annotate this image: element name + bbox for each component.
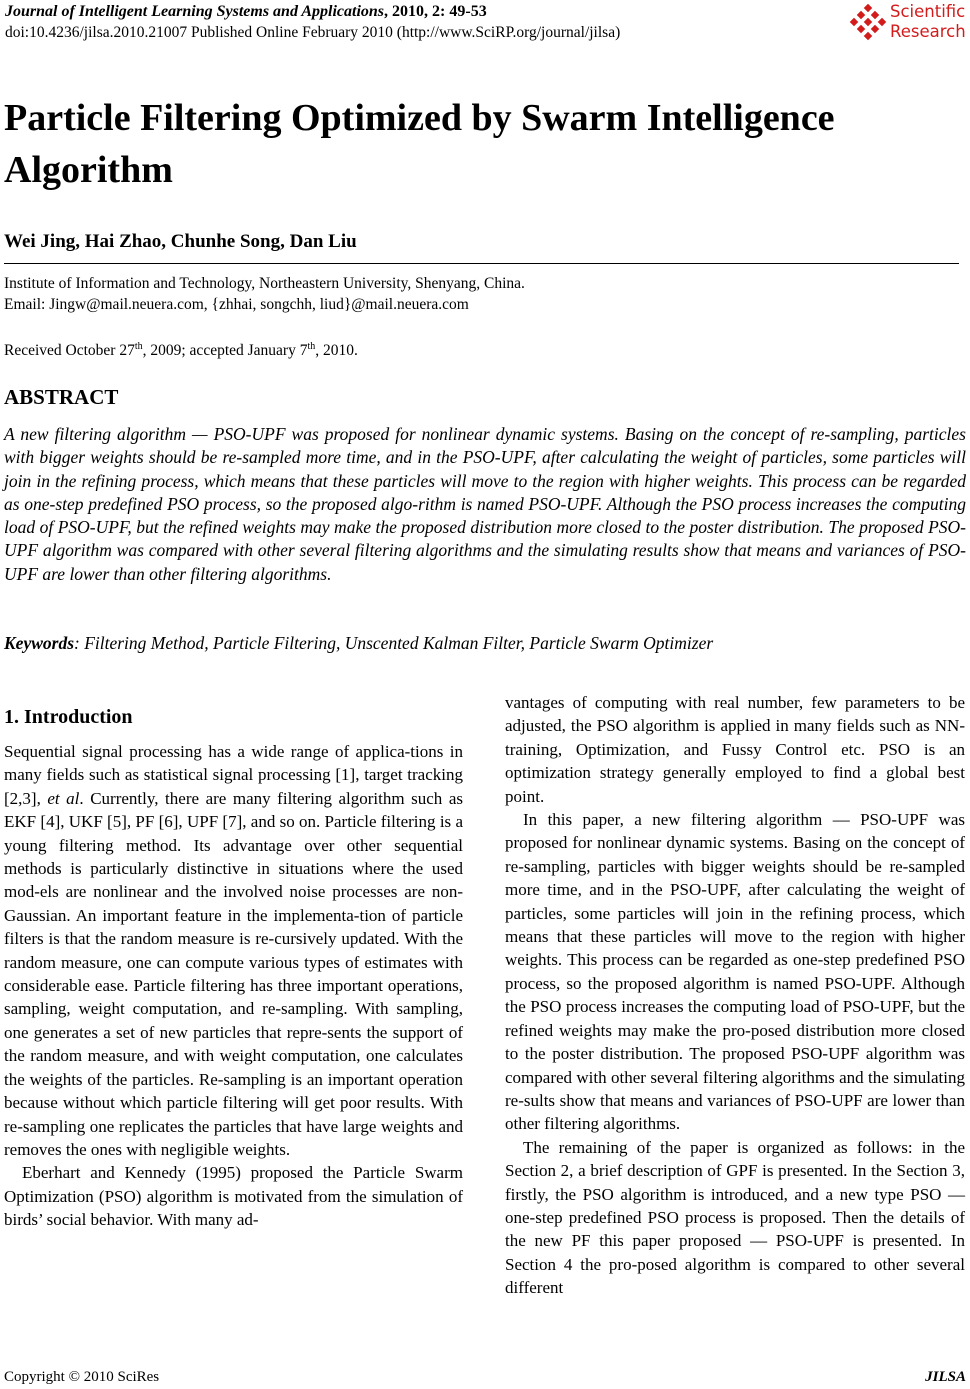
keywords-list: : Filtering Method, Particle Filtering, Unscented Kalman Filter, Particle Swarm Optimizer xyxy=(74,633,714,653)
publisher-logo-line2: Research xyxy=(890,22,966,41)
paragraph: vantages of computing with real number, few parameters to be adjusted, the PSO algorithm is applied in many fields such as NN-training, Optimization, and Fussy Control etc. PSO is an optimization strategy generally employed to find a global best point. xyxy=(505,693,965,806)
author-list: Wei Jing, Hai Zhao, Chunhe Song, Dan Liu xyxy=(4,231,357,252)
author-emails: Email: Jingw@mail.neuera.com, {zhhai, songchh, liud}@mail.neuera.com xyxy=(4,296,469,313)
publisher-logo xyxy=(850,2,968,44)
footer-copyright: Copyright © 2010 SciRes xyxy=(4,1369,160,1385)
abstract-heading: ABSTRACT xyxy=(4,385,119,409)
paragraph: The remaining of the paper is organized as follows: in the Section 2, a brief description of GPF is presented. In the Section 3, firstly, the PSO algorithm is introduced, and a new type PSO — one-step predefined PSO process is proposed. Then the details of the new PF this paper proposed — PSO-UPF is presented. In Section 4 the pro-posed algorithm is compared to other several different xyxy=(505,1137,965,1298)
paragraph: Eberhart and Kennedy (1995) proposed the Particle Swarm Optimization (PSO) algorithm is motivated from the simulation of birds’ social behavior. With many ad- xyxy=(4,1163,463,1230)
journal-volume-pages: , 2010, 2: 49-53 xyxy=(384,3,487,20)
paragraph: In this paper, a new filtering algorithm — PSO-UPF was proposed for nonlinear dynamic systems. Basing on the concept of re-sampling, particles with bigger weights should be re-sampled more time, and in the PSO-UPF, after calculating the weight of particles, some particles will join in the refining process, which means that these particles will move to the region with higher weights. This process can be regarded as one-step predefined PSO process, so the proposed algorithm is named PSO-UPF. Although the PSO process increases the computing load of PSO-UPF, but the refined weights may make the pro-posed distribution more closed to the poster distribution. The proposed PSO-UPF algorithm was compared with other several filtering algorithms and the simulating re-sults show that means and variances of PSO-UPF are lower than other filtering algorithms. xyxy=(505,810,965,1134)
body-column-right xyxy=(505,691,965,1300)
affiliation: Institute of Information and Technology, Northeastern University, Shenyang, China. xyxy=(4,275,525,292)
received-dates: Received October 27th, 2009; accepted January 7th, 2010. xyxy=(4,341,358,360)
abstract-body: A new filtering algorithm — PSO-UPF was proposed for nonlinear dynamic systems. Basing on the concept of re-sampling, particles with bigger weights should be re-sampled more time, and in the PSO-UPF, after calculating the weight of particles, some particles will join in the refining process, which means that these particles will move to the region with higher weights. This process can be regarded as one-step predefined PSO process, so the proposed algo-rithm is named PSO-UPF. Although the PSO process increases the computing load of PSO-UPF, but the refined weights may make the proposed distribution more closed to the poster distribution. The proposed PSO-UPF algorithm was compared with other several filtering algorithms and the simulating results show that means and variances of PSO-UPF are lower than other filtering algorithms. xyxy=(4,424,966,584)
keywords-label: Keywords xyxy=(4,633,74,653)
title-divider xyxy=(4,263,959,264)
paragraph: Sequential signal processing has a wide range of applica-tions in many fields such as statistical signal processing [1], target tracking [2,3], et al. Currently, there are many filtering algorithm such as EKF [4], UKF [5], PF [6], UPF [7], and so on. Particle filtering is a young filtering method. Its advantage over other sequential methods is particularly distinctive in situations where the used mod-els are nonlinear and the involved noise processes are non-Gaussian. An important feature in the implementa-tion of particle filters is that the random measure is re-cursively updated. With the random measure, one can compute various types of estimates with considerable ease. Particle filtering has three important operations, sampling, weight computation, and re-sampling. With sampling, one generates a set of new particles that repre-sents the support of the random measure, and with weight computation, one calculates the weights of the particles. Re-sampling is an important operation because without which particle filtering will get poor results. With re-sampling one replicates the particles that have large weights and removes the ones with negligible weights. xyxy=(4,742,463,1159)
doi-line: doi:10.4236/jilsa.2010.21007 Published Online February 2010 (http://www.SciRP.org/journal/jilsa) xyxy=(5,24,621,41)
journal-name: Journal of Intelligent Learning Systems and Applications xyxy=(5,3,385,20)
publisher-logo-text xyxy=(890,2,966,42)
keywords xyxy=(4,632,966,655)
body-column-left xyxy=(4,740,463,1232)
publisher-logo-line1: Scientific xyxy=(890,2,966,21)
publisher-logo-icon xyxy=(850,4,888,42)
footer-journal-abbr: JILSA xyxy=(925,1369,966,1385)
section-heading-introduction: 1. Introduction xyxy=(4,706,133,728)
paper-title: Particle Filtering Optimized by Swarm Intelligence Algorithm xyxy=(4,97,835,191)
journal-header xyxy=(5,2,487,22)
